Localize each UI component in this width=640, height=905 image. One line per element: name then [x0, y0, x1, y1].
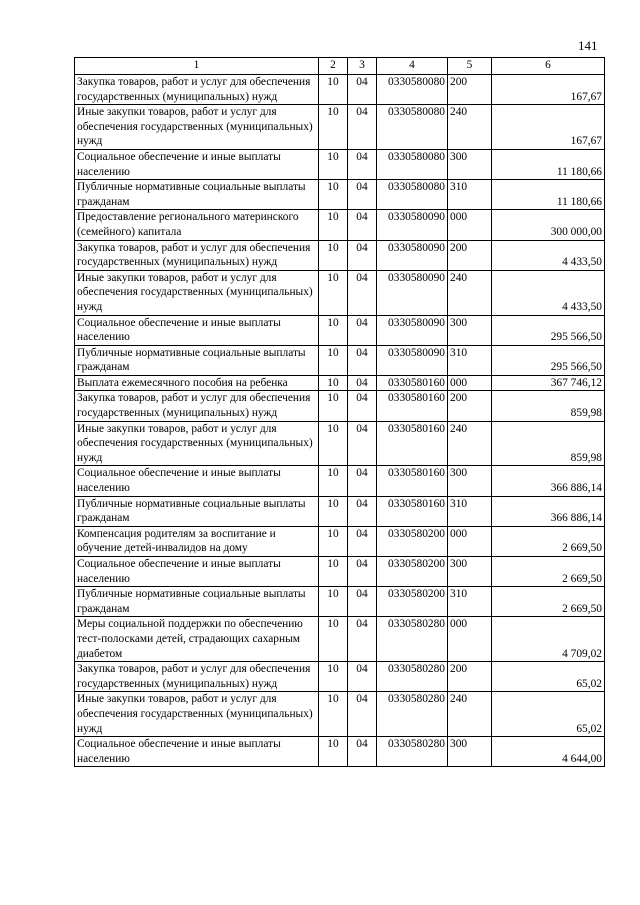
- row-name-cell: Публичные нормативные социальные выплаты гражданам: [75, 345, 319, 375]
- row-subsection-cell: 04: [348, 557, 377, 587]
- row-expense-type-cell: 300: [448, 149, 492, 179]
- row-expense-type-cell: 200: [448, 662, 492, 692]
- row-name-cell: Иные закупки товаров, работ и услуг для обеспечения государственных (муниципальных) нужд: [75, 105, 319, 150]
- row-amount-cell: 859,98: [492, 421, 605, 466]
- row-subsection-cell: 04: [348, 180, 377, 210]
- row-name-cell: Предоставление регионального материнского (семейного) капитала: [75, 210, 319, 240]
- table-row: [75, 617, 605, 662]
- row-code-cell: 0330580280: [377, 692, 448, 737]
- column-header-1: 1: [75, 58, 319, 75]
- row-name-cell: Иные закупки товаров, работ и услуг для обеспечения государственных (муниципальных) нужд: [75, 421, 319, 466]
- table-row: [75, 315, 605, 345]
- table-row: [75, 180, 605, 210]
- row-section-cell: 10: [319, 617, 348, 662]
- row-section-cell: 10: [319, 270, 348, 315]
- row-subsection-cell: 04: [348, 617, 377, 662]
- row-code-cell: 0330580280: [377, 662, 448, 692]
- row-amount-cell: 4 644,00: [492, 737, 605, 767]
- row-code-cell: 0330580280: [377, 737, 448, 767]
- table-row: [75, 375, 605, 391]
- row-section-cell: 10: [319, 105, 348, 150]
- row-section-cell: 10: [319, 466, 348, 496]
- row-code-cell: 0330580200: [377, 557, 448, 587]
- row-section-cell: 10: [319, 240, 348, 270]
- row-expense-type-cell: 240: [448, 270, 492, 315]
- row-expense-type-cell: 300: [448, 737, 492, 767]
- column-header-6: 6: [492, 58, 605, 75]
- row-expense-type-cell: 200: [448, 391, 492, 421]
- row-section-cell: 10: [319, 375, 348, 391]
- row-code-cell: 0330580160: [377, 421, 448, 466]
- column-header-3: 3: [348, 58, 377, 75]
- row-section-cell: 10: [319, 737, 348, 767]
- table-row: [75, 210, 605, 240]
- row-expense-type-cell: 000: [448, 375, 492, 391]
- table-row: [75, 240, 605, 270]
- table-row: [75, 391, 605, 421]
- row-subsection-cell: 04: [348, 466, 377, 496]
- row-name-cell: Публичные нормативные социальные выплаты гражданам: [75, 587, 319, 617]
- table-row: [75, 587, 605, 617]
- table-row: [75, 270, 605, 315]
- row-section-cell: 10: [319, 391, 348, 421]
- row-expense-type-cell: 310: [448, 496, 492, 526]
- row-amount-cell: 2 669,50: [492, 587, 605, 617]
- row-name-cell: Социальное обеспечение и иные выплаты населению: [75, 466, 319, 496]
- row-code-cell: 0330580080: [377, 149, 448, 179]
- row-expense-type-cell: 300: [448, 557, 492, 587]
- table-row: [75, 421, 605, 466]
- column-header-5: 5: [448, 58, 492, 75]
- row-subsection-cell: 04: [348, 105, 377, 150]
- row-name-cell: Социальное обеспечение и иные выплаты населению: [75, 315, 319, 345]
- row-amount-cell: 2 669,50: [492, 526, 605, 556]
- row-code-cell: 0330580200: [377, 587, 448, 617]
- row-name-cell: Меры социальной поддержки по обеспечению тест-полосками детей, страдающих сахарным диабетом: [75, 617, 319, 662]
- row-subsection-cell: 04: [348, 662, 377, 692]
- row-code-cell: 0330580080: [377, 75, 448, 105]
- row-section-cell: 10: [319, 149, 348, 179]
- row-subsection-cell: 04: [348, 737, 377, 767]
- row-expense-type-cell: 200: [448, 75, 492, 105]
- row-amount-cell: 859,98: [492, 391, 605, 421]
- row-section-cell: 10: [319, 210, 348, 240]
- table-row: [75, 149, 605, 179]
- row-code-cell: 0330580160: [377, 496, 448, 526]
- row-subsection-cell: 04: [348, 210, 377, 240]
- row-section-cell: 10: [319, 662, 348, 692]
- row-amount-cell: 367 746,12: [492, 375, 605, 391]
- page-number: 141: [578, 38, 598, 53]
- row-code-cell: 0330580090: [377, 240, 448, 270]
- row-name-cell: Закупка товаров, работ и услуг для обеспечения государственных (муниципальных) нужд: [75, 391, 319, 421]
- row-expense-type-cell: 310: [448, 587, 492, 617]
- row-subsection-cell: 04: [348, 421, 377, 466]
- table-row: [75, 345, 605, 375]
- row-section-cell: 10: [319, 496, 348, 526]
- row-expense-type-cell: 000: [448, 617, 492, 662]
- row-amount-cell: 167,67: [492, 75, 605, 105]
- row-subsection-cell: 04: [348, 315, 377, 345]
- column-header-4: 4: [377, 58, 448, 75]
- row-subsection-cell: 04: [348, 526, 377, 556]
- row-subsection-cell: 04: [348, 391, 377, 421]
- table-row: [75, 737, 605, 767]
- row-section-cell: 10: [319, 587, 348, 617]
- table-row: [75, 496, 605, 526]
- row-name-cell: Социальное обеспечение и иные выплаты населению: [75, 737, 319, 767]
- row-name-cell: Публичные нормативные социальные выплаты гражданам: [75, 180, 319, 210]
- row-code-cell: 0330580160: [377, 391, 448, 421]
- row-subsection-cell: 04: [348, 75, 377, 105]
- row-expense-type-cell: 240: [448, 421, 492, 466]
- row-amount-cell: 295 566,50: [492, 315, 605, 345]
- row-name-cell: Иные закупки товаров, работ и услуг для обеспечения государственных (муниципальных) нужд: [75, 692, 319, 737]
- row-code-cell: 0330580200: [377, 526, 448, 556]
- row-section-cell: 10: [319, 526, 348, 556]
- row-amount-cell: 4 709,02: [492, 617, 605, 662]
- row-expense-type-cell: 310: [448, 345, 492, 375]
- row-amount-cell: 366 886,14: [492, 496, 605, 526]
- row-subsection-cell: 04: [348, 587, 377, 617]
- row-code-cell: 0330580280: [377, 617, 448, 662]
- row-code-cell: 0330580080: [377, 180, 448, 210]
- row-section-cell: 10: [319, 421, 348, 466]
- row-expense-type-cell: 240: [448, 105, 492, 150]
- table-row: [75, 526, 605, 556]
- row-name-cell: Закупка товаров, работ и услуг для обеспечения государственных (муниципальных) нужд: [75, 662, 319, 692]
- budget-table: [74, 57, 605, 767]
- row-section-cell: 10: [319, 75, 348, 105]
- row-expense-type-cell: 000: [448, 210, 492, 240]
- row-code-cell: 0330580160: [377, 466, 448, 496]
- row-amount-cell: 300 000,00: [492, 210, 605, 240]
- table-header-row: [75, 58, 605, 75]
- row-subsection-cell: 04: [348, 240, 377, 270]
- row-code-cell: 0330580090: [377, 315, 448, 345]
- row-name-cell: Компенсация родителям за воспитание и обучение детей-инвалидов на дому: [75, 526, 319, 556]
- row-code-cell: 0330580090: [377, 270, 448, 315]
- row-expense-type-cell: 300: [448, 466, 492, 496]
- row-code-cell: 0330580090: [377, 345, 448, 375]
- row-expense-type-cell: 200: [448, 240, 492, 270]
- row-section-cell: 10: [319, 692, 348, 737]
- row-expense-type-cell: 310: [448, 180, 492, 210]
- table-row: [75, 75, 605, 105]
- column-header-2: 2: [319, 58, 348, 75]
- row-expense-type-cell: 300: [448, 315, 492, 345]
- table-row: [75, 662, 605, 692]
- row-amount-cell: 65,02: [492, 692, 605, 737]
- row-expense-type-cell: 000: [448, 526, 492, 556]
- table-body: [75, 75, 605, 767]
- row-name-cell: Закупка товаров, работ и услуг для обеспечения государственных (муниципальных) нужд: [75, 240, 319, 270]
- row-code-cell: 0330580090: [377, 210, 448, 240]
- row-amount-cell: 4 433,50: [492, 240, 605, 270]
- row-code-cell: 0330580160: [377, 375, 448, 391]
- row-amount-cell: 11 180,66: [492, 149, 605, 179]
- row-subsection-cell: 04: [348, 496, 377, 526]
- row-section-cell: 10: [319, 180, 348, 210]
- row-name-cell: Закупка товаров, работ и услуг для обеспечения государственных (муниципальных) нужд: [75, 75, 319, 105]
- row-amount-cell: 65,02: [492, 662, 605, 692]
- row-name-cell: Иные закупки товаров, работ и услуг для обеспечения государственных (муниципальных) нужд: [75, 270, 319, 315]
- row-subsection-cell: 04: [348, 270, 377, 315]
- row-amount-cell: 11 180,66: [492, 180, 605, 210]
- row-amount-cell: 167,67: [492, 105, 605, 150]
- row-subsection-cell: 04: [348, 375, 377, 391]
- table-row: [75, 466, 605, 496]
- row-section-cell: 10: [319, 345, 348, 375]
- row-code-cell: 0330580080: [377, 105, 448, 150]
- row-name-cell: Выплата ежемесячного пособия на ребенка: [75, 375, 319, 391]
- row-amount-cell: 295 566,50: [492, 345, 605, 375]
- row-section-cell: 10: [319, 315, 348, 345]
- row-amount-cell: 2 669,50: [492, 557, 605, 587]
- row-expense-type-cell: 240: [448, 692, 492, 737]
- row-name-cell: Социальное обеспечение и иные выплаты населению: [75, 149, 319, 179]
- table-row: [75, 105, 605, 150]
- row-subsection-cell: 04: [348, 149, 377, 179]
- table-row: [75, 692, 605, 737]
- row-name-cell: Публичные нормативные социальные выплаты гражданам: [75, 496, 319, 526]
- table-row: [75, 557, 605, 587]
- row-amount-cell: 4 433,50: [492, 270, 605, 315]
- row-subsection-cell: 04: [348, 345, 377, 375]
- row-name-cell: Социальное обеспечение и иные выплаты населению: [75, 557, 319, 587]
- row-section-cell: 10: [319, 557, 348, 587]
- row-amount-cell: 366 886,14: [492, 466, 605, 496]
- row-subsection-cell: 04: [348, 692, 377, 737]
